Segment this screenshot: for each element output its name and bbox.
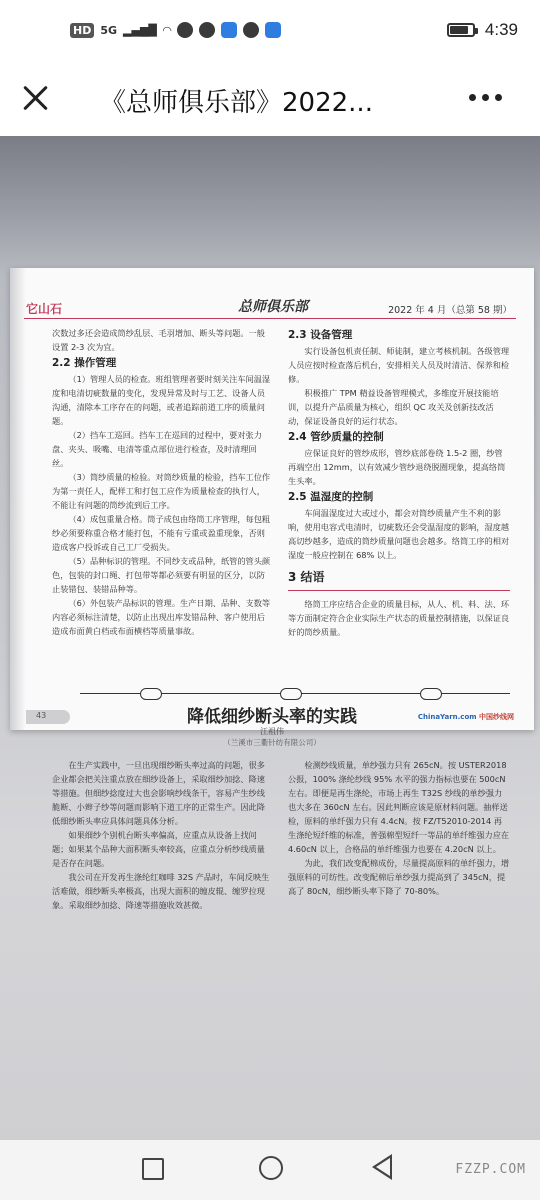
navigation-bar [0,1140,540,1200]
section-label: 它山石 [26,302,63,316]
wifi-icon: ◠ [162,23,172,37]
right-column-paragraph: 积极推广 TPM 精益设备管理模式，多维度开展技能培训，以提升产品质量为核心，组织 QC 攻关及创新技改活动，保证设备良好的运行状态。 [288,388,499,426]
hd-badge: HD [70,23,94,38]
app-notification-icon [177,22,193,38]
clock: 4:39 [484,20,518,39]
home-button[interactable] [259,1156,283,1180]
status-bar [0,0,540,64]
issue-date: 2022 年 4 月（总第 58 期） [388,305,512,316]
signal-icon: ▂▄▆█ [123,23,157,37]
article-author: 江祖伟 [260,727,284,736]
left-column-paragraph: （2）挡车工巡回。挡车工在巡回的过程中，要对张力盘、夹头、吸嘴、电清等重点部位进行检查，及时清理回丝。 [52,430,262,468]
left-column-paragraph: （6）外包装产品标识的管理。生产日期、品种、支数等内容必须标注清楚，以防止出现出库发错品种、客户使用后造成布面黄白档或布面横档等质量事故。 [52,598,271,636]
page-tab [26,710,70,724]
header-rule [24,318,516,319]
section-rule [288,590,510,591]
article-right-paragraph: 检测纱线质量，单纱强力只有 265cN。按 USTER2018 公报，100% 涤纶纱线 95% 水平的强力指标也要在 500cN 左右。即便是再生涤纶，市场上再生 T32S 纱线的单纱强力也大多在 360cN 左右。因此判断应该是原材料问题。抽样送检，原料的单纤强力只有 4.4cN。按 FZ/T52010-2014 再生涤纶短纤维的标准，普强棉型短纤一等品的单纤维强力应在 4.60cN 以上，合格品的单纤维强力也要在 4.20cN 以上。 [288,760,510,854]
recent-apps-button[interactable] [142,1158,164,1180]
more-options-icon[interactable] [469,94,502,101]
article-left-column [52,758,272,912]
article-affiliation: （兰溪市三衢针纺有限公司） [223,738,321,747]
magazine-page [10,268,534,910]
article-right-column [288,758,510,898]
back-button[interactable] [372,1154,392,1180]
ornament-divider [80,688,510,698]
right-column-heading: 2.4 管纱质量的控制 [288,431,384,443]
left-column-paragraph: （1）管理人员的检查。班组管理者要时刻关注车间温湿度和电清切疵数量的变化，发现异常及时与工艺、设备人员沟通，清除本工序存在的问题，或者追踪前道工序的质量问题。 [52,374,271,426]
right-column-paragraph: 车间温湿度过大或过小，都会对筒纱质量产生不利的影响，使用电容式电清时，切疵数还会受温湿度的影响，湿度越高切纱越多，造成的筒纱质量问题也会越多。络筒工序的相对湿度一般应控制在 68% 以上。 [288,508,510,560]
right-column-heading: 2.5 温湿度的控制 [288,491,374,503]
article-title: 降低细纱断头率的实践 [187,707,357,727]
left-column-paragraph: （3）筒纱质量的检验。对筒纱质量的检验，挡车工位作为第一责任人，配样工和打包工应作为质量检查的执行人，不能让有问题的筒纱流到后工序。 [52,472,271,510]
right-column-heading: 2.3 设备管理 [288,329,353,341]
status-right [447,20,518,40]
right-column-paragraph: 实行设备包机责任制、师徒制，建立考核机制。各级管理人员应按时检查落后机台，安排相关人员及时清洁、保养和检修。 [288,346,510,384]
footer-logo: ChinaYarn.com 中国纱线网 [417,713,514,721]
right-column-paragraph: 络筒工序应结合企业的质量目标，从人、机、料、法、环等方面制定符合企业实际生产状态的质量控制措施，以保证良好的筒纱质量。 [288,599,510,637]
left-column-paragraph: 次数过多还会造成筒纱乱层、毛羽增加、断头等问题。一般设置 2-3 次为宜。 [52,328,265,352]
right-column [288,326,510,639]
left-column-paragraph: （4）成包重量合格。筒子成包由络筒工序管理，每包粗纱必须要称重合格才能打包，不能有亏重或盈重现象，否则造成客户投诉或自己工厂受损失。 [52,514,271,552]
page-number: 43 [36,711,47,720]
cloud-icon [221,22,237,38]
article-left-paragraph: 我公司在开发再生涤纶红咖啡 32S 产品时，车间反映生活难做，细纱断头率极高，出现大面积的缠皮辊、缠罗拉现象。采取细纱加捻、降速等措施收效甚微。 [52,872,270,910]
article-left-paragraph: 如果细纱个别机台断头率偏高，应重点从设备上找问题；如果某个品种大面积断头率较高，应重点分析纱线质量是否存在问题。 [52,830,265,868]
right-column-paragraph: 应保证良好的管纱成形，管纱底部卷绕 1.5-2 圈，纱管再端空出 12mm，以有效减少管纱退绕脱圈现象，提高络筒生头率。 [288,448,506,486]
battery-icon [447,23,475,37]
right-column-heading: 3 结语 [288,570,325,584]
document-photo[interactable] [0,136,540,1140]
left-column [52,326,272,638]
article-right-paragraph: 为此，我们改变配棉成份，尽量提高原料的单纤强力，增强原料的可纺性。改变配棉后单纱强力提高到了 345cN，提高了 80cN，细纱断头率下降了 70-80%。 [288,858,510,896]
shield-icon [243,22,259,38]
page-title: 《总师俱乐部》2022... [100,88,373,118]
article-left-paragraph: 在生产实践中，一旦出现细纱断头率过高的问题，很多企业都会把关注重点放在细纱设备上，采取细纱加捻、降速等措施。但细纱捻度过大也会影响纱线条干，容易产生纱线脆断、小辫子纱等问题而影响下道工序的正常生产。因此降低细纱断头率应具体问题具体分析。 [52,760,265,826]
watermark-text: FZZP.COM [455,1162,526,1177]
title-bar [0,64,540,136]
chat-notification-icon [199,22,215,38]
image-icon [265,22,281,38]
magazine-name: 总师俱乐部 [238,299,308,315]
network-label: 5G [100,23,118,37]
close-icon[interactable] [22,84,50,112]
status-left [70,22,281,38]
left-column-paragraph: （5）品种标识的管理。不同纱支或品种，纸管的管头颜色，包装的封口绳、打包带等都必须要有明显的区分，以防止装错包、装错品种等。 [52,556,271,594]
left-column-heading: 2.2 操作管理 [52,357,117,369]
